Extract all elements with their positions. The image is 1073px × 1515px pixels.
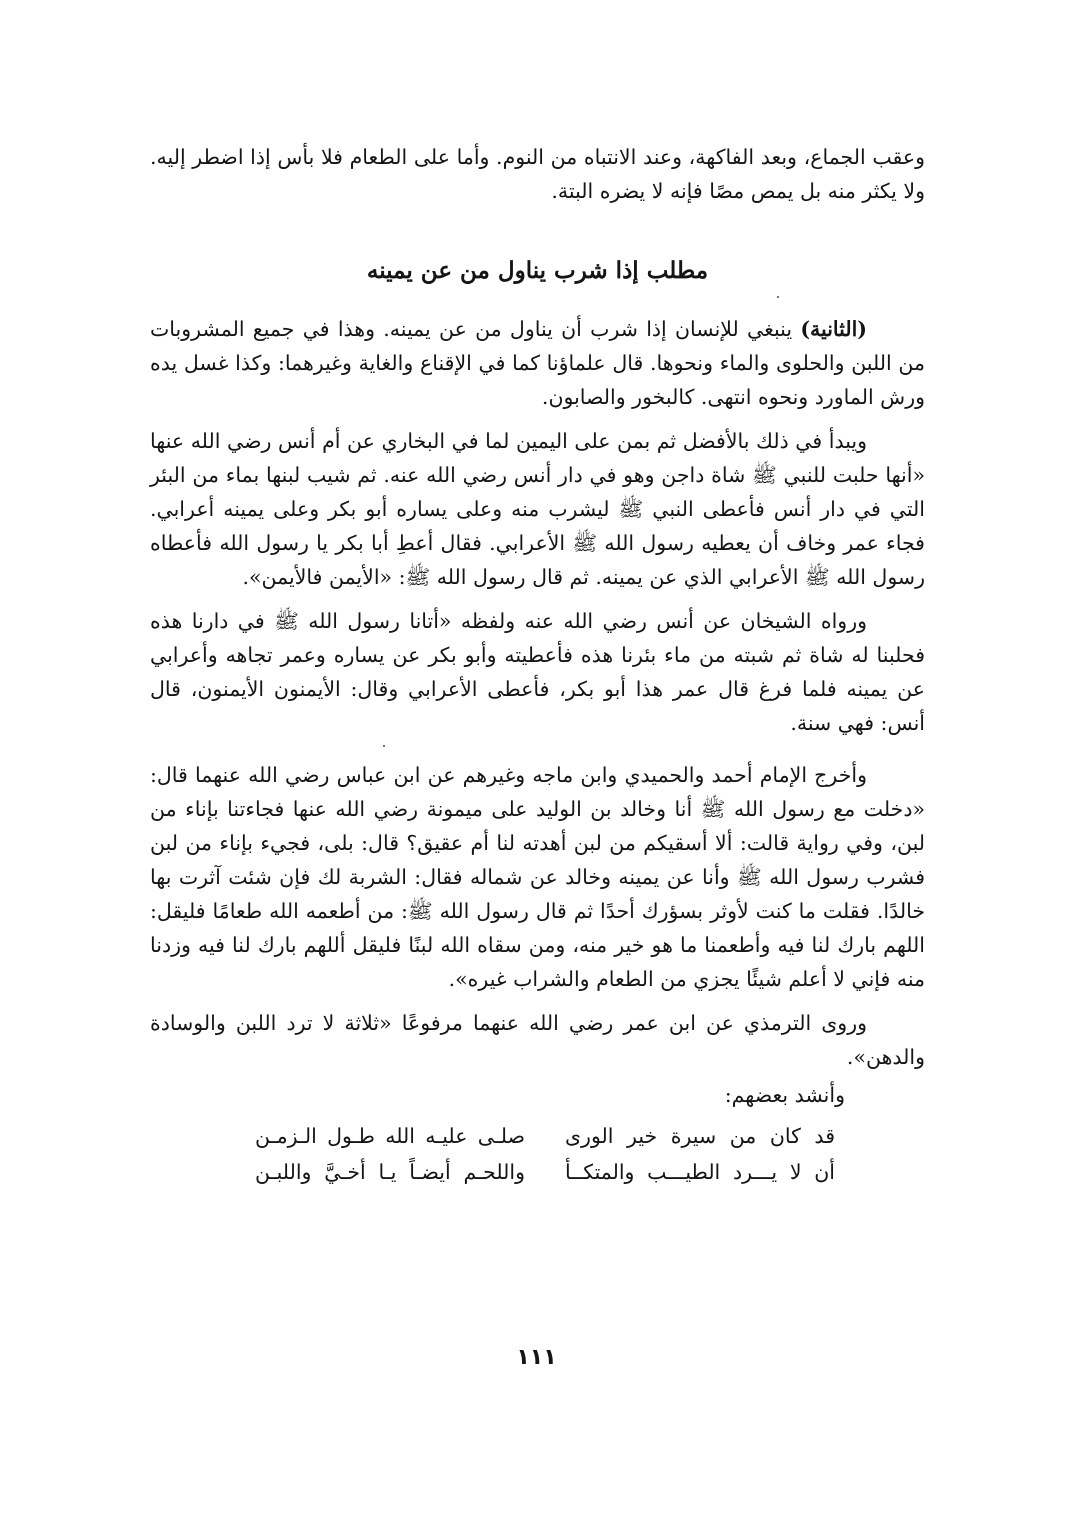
poem-hemistich-first: أن لا يـــرد الطيـــب والمتكــأ: [565, 1160, 835, 1184]
paragraph-1-lead: (الثانية): [800, 317, 867, 341]
poem-intro: وأنشد بعضهم:: [724, 1083, 845, 1107]
poem-line: [150, 1118, 835, 1154]
poem-hemistich-second: واللحـم أيضـاً يـا أخـيَّ واللبـن: [255, 1160, 525, 1184]
paragraph-2: ويبدأ في ذلك بالأفضل ثم بمن على اليمين لما في البخاري عن أم أنس رضي الله عنها «أنها حلبت للنبي ﷺ شاة داجن وهو في دار أنس رضي الله عنه. ثم شيب لبنها بماء من البئر التي في دار أنس فأعطى النبي ﷺ ليشرب منه وعلى يساره أبو بكر وعلى يمينه أعرابي. فجاء عمر وخاف أن يعطيه رسول الله ﷺ الأعرابي. فقال أعطِ أبا بكر يا رسول الله فأعطاه رسول الله ﷺ الأعرابي الذي عن يمينه. ثم قال رسول الله ﷺ: «الأيمن فالأيمن».: [150, 429, 925, 589]
scan-speck: [777, 296, 779, 298]
poem: [150, 1118, 925, 1190]
paragraph-1: [150, 312, 925, 414]
scan-speck: [383, 745, 385, 747]
intro-paragraph: وعقب الجماع، وبعد الفاكهة، وعند الانتباه من النوم. وأما على الطعام فلا بأس إذا اضطر إليه. ولا يكثر منه بل يمص مصًا فإنه لا يضره البتة.: [150, 145, 925, 203]
poem-hemistich-second: صلـى عليـه الله طـول الـزمـن: [255, 1124, 525, 1148]
paragraph-3: ورواه الشيخان عن أنس رضي الله عنه ولفظه «أتانا رسول الله ﷺ في دارنا هذه فحلبنا له شاة ثم شبته من ماء بئرنا هذه فأعطيته وأبو بكر عن يساره وعمر تجاهه وأعرابي عن يمينه فلما فرغ قال عمر هذا أبو بكر، فأعطى الأعرابي وقال: الأيمنون الأيمنون، قال أنس: فهي سنة.: [150, 609, 925, 735]
paragraph-5: وروى الترمذي عن ابن عمر رضي الله عنهما مرفوعًا «ثلاثة لا ترد اللبن والوسادة والدهن».: [150, 1011, 925, 1069]
section-heading: مطلب إذا شرب يناول من عن يمينه: [366, 257, 709, 284]
paragraph-4: وأخرج الإمام أحمد والحميدي وابن ماجه وغيرهم عن ابن عباس رضي الله عنهما قال: «دخلت مع رسول الله ﷺ أنا وخالد بن الوليد على ميمونة رضي الله عنها فجاءتنا بإناء من لبن، وفي رواية قالت: ألا أسقيكم من لبن أهدته لنا أم عقيق؟ قال: بلى، فجيء بإناء من لبن فشرب رسول الله ﷺ وأنا عن يمينه وخالد عن شماله فقال: الشربة لك فإن شئت آثرت بها خالدًا. فقلت ما كنت لأوثر بسؤرك أحدًا ثم قال رسول الله ﷺ: من أطعمه الله طعامًا فليقل: اللهم بارك لنا فيه وأطعمنا ما هو خير منه، ومن سقاه الله لبنًا فليقل أللهم بارك لنا فيه وزدنا منه فإني لا أعلم شيئًا يجزي من الطعام والشراب غيره».: [150, 763, 925, 991]
poem-line: [150, 1154, 835, 1190]
poem-hemistich-first: قد كان من سيرة خير الورى: [565, 1124, 835, 1148]
paragraph-1-text: ينبغي للإنسان إذا شرب أن يناول من عن يمينه. وهذا في جميع المشروبات من اللبن والحلوى والماء ونحوها. قال علماؤنا كما في الإقناع والغاية وغيرهما: وكذا غسل يده ورش الماورد ونحوه انتهى. كالبخور والصابون.: [150, 317, 925, 409]
page-number: ١١١: [516, 1345, 557, 1370]
page-body: [150, 140, 925, 1190]
